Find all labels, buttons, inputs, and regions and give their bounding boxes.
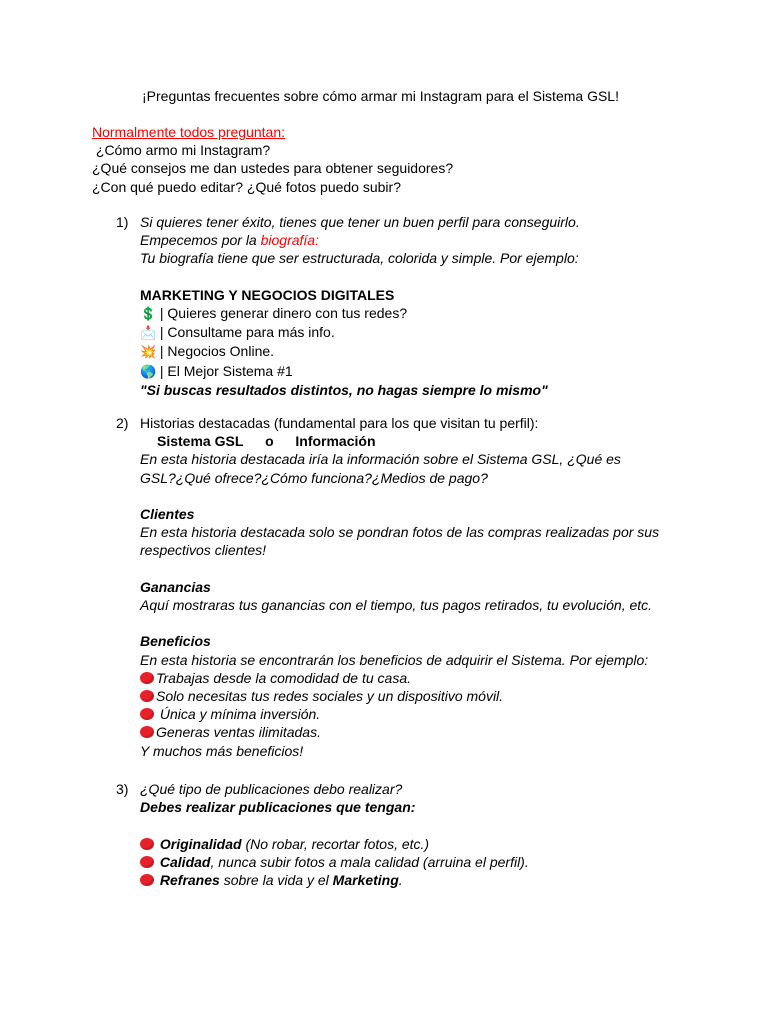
bio-line bbox=[140, 304, 700, 323]
section-2-number: 2) bbox=[116, 415, 129, 431]
bio-line-text: | Consultame para más info. bbox=[156, 324, 335, 341]
publication-rest-2: . bbox=[398, 872, 403, 888]
publication-rest: (No robar, recortar fotos, etc.) bbox=[241, 835, 430, 852]
publication-key: Calidad bbox=[159, 853, 211, 870]
page-title: ¡Preguntas frecuentes sobre cómo armar mi Instagram para el Sistema GSL! bbox=[142, 88, 619, 104]
section-2 bbox=[140, 414, 700, 760]
highlight-informacion: Información bbox=[295, 433, 376, 450]
bio-line-text: | Negocios Online. bbox=[156, 343, 275, 360]
intro-question: ¿Cómo armo mi Instagram? bbox=[92, 142, 271, 159]
beneficios-text: En esta historia se encontrarán los beneficios de adquirir el Sistema. Por ejemplo: bbox=[140, 651, 649, 668]
benefit-text: Única y mínima inversión. bbox=[156, 706, 321, 723]
intro-section bbox=[92, 123, 453, 196]
red-dot-icon bbox=[140, 708, 154, 720]
benefit-text: Generas ventas ilimitadas. bbox=[156, 724, 321, 741]
bio-line bbox=[140, 342, 700, 361]
benefit-item bbox=[140, 687, 700, 705]
gsl-description: GSL?¿Qué ofrece?¿Cómo funciona?¿Medios de pago? bbox=[140, 469, 488, 486]
section-1-line bbox=[140, 231, 700, 249]
ganancias-title: Ganancias bbox=[140, 578, 211, 595]
red-dot-icon bbox=[140, 838, 154, 850]
bio-quote: "Si buscas resultados distintos, no hagas siempre lo mismo" bbox=[140, 381, 548, 398]
dollar-icon: 💲 bbox=[140, 306, 157, 321]
section-3-question: ¿Qué tipo de publicaciones debo realizar? bbox=[140, 781, 403, 797]
benefit-item bbox=[140, 723, 700, 741]
section-1-number: 1) bbox=[116, 214, 129, 230]
highlight-separator: o bbox=[265, 433, 274, 450]
bio-line-text: | Quieres generar dinero con tus redes? bbox=[156, 305, 408, 321]
publication-item bbox=[140, 835, 700, 853]
publication-item bbox=[140, 853, 700, 871]
highlight-sistema-gsl: Sistema GSL bbox=[157, 433, 244, 450]
section-3-number: 3) bbox=[116, 781, 129, 797]
section-3-subheading: Debes realizar publicaciones que tengan: bbox=[140, 799, 416, 816]
clientes-title: Clientes bbox=[140, 506, 195, 522]
section-1-line: Tu biografía tiene que ser estructurada, colorida y simple. Por ejemplo: bbox=[140, 250, 579, 267]
section-1 bbox=[140, 213, 700, 399]
section-2-heading: Historias destacadas (fundamental para los que visitan tu perfil): bbox=[140, 415, 539, 431]
red-dot-icon bbox=[140, 856, 154, 868]
bio-line bbox=[140, 323, 700, 342]
bio-highlight: biografía: bbox=[260, 232, 319, 249]
clientes-text: En esta historia destacada solo se pondran fotos de las compras realizadas por sus bbox=[140, 524, 660, 541]
publication-key: Originalidad bbox=[159, 835, 242, 852]
clientes-text: respectivos clientes! bbox=[140, 542, 267, 559]
benefit-text: Trabajas desde la comodidad de tu casa. bbox=[156, 669, 412, 686]
intro-heading: Normalmente todos preguntan: bbox=[92, 124, 285, 140]
beneficios-title: Beneficios bbox=[140, 633, 211, 650]
globe-icon: 🌎 bbox=[140, 363, 157, 379]
section-1-line: Si quieres tener éxito, tienes que tener un buen perfil para conseguirlo. bbox=[140, 214, 580, 230]
inbox-icon: 📩 bbox=[140, 325, 157, 341]
collision-icon: 💥 bbox=[140, 344, 157, 360]
highlight-names bbox=[140, 432, 700, 450]
publication-item bbox=[140, 871, 700, 889]
publication-key-2: Marketing bbox=[332, 872, 399, 888]
section-3 bbox=[140, 780, 700, 889]
publication-key: Refranes bbox=[159, 872, 220, 888]
publication-rest: sobre la vida y el bbox=[219, 872, 333, 888]
ganancias-text: Aquí mostraras tus ganancias con el tiempo, tus pagos retirados, tu evolución, etc. bbox=[140, 597, 653, 613]
red-dot-icon bbox=[140, 874, 154, 886]
benefit-item bbox=[140, 705, 700, 723]
bio-intro-text: Empecemos por la bbox=[140, 232, 261, 249]
red-dot-icon bbox=[140, 672, 154, 684]
benefit-item bbox=[140, 669, 700, 687]
gsl-description: En esta historia destacada iría la información sobre el Sistema GSL, ¿Qué es bbox=[140, 451, 621, 468]
publication-rest: , nunca subir fotos a mala calidad (arruina el perfil). bbox=[210, 853, 529, 870]
red-dot-icon bbox=[140, 690, 154, 702]
benefit-text: Solo necesitas tus redes sociales y un dispositivo móvil. bbox=[156, 688, 504, 704]
bio-line bbox=[140, 362, 700, 381]
intro-question: ¿Qué consejos me dan ustedes para obtener seguidores? bbox=[92, 160, 454, 177]
intro-question: ¿Con qué puedo editar? ¿Qué fotos puedo subir? bbox=[92, 178, 401, 195]
bio-line-text: | El Mejor Sistema #1 bbox=[156, 362, 293, 379]
beneficios-end: Y muchos más beneficios! bbox=[140, 742, 304, 759]
red-dot-icon bbox=[140, 726, 154, 738]
bio-title: MARKETING Y NEGOCIOS DIGITALES bbox=[140, 286, 395, 303]
